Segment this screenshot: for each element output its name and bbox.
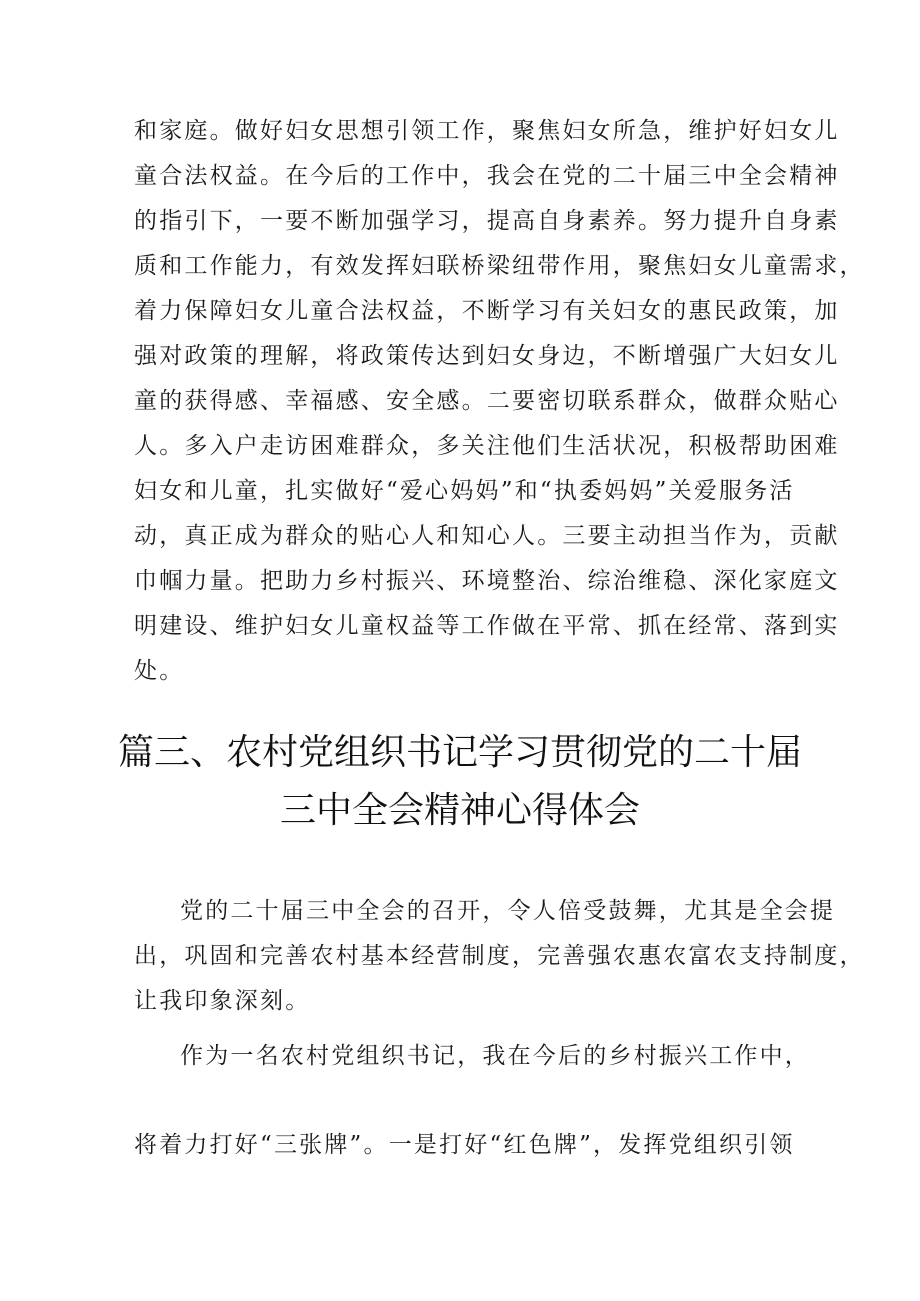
body-text-line: 妇女和儿童，扎实做好“爱心妈妈”和“执委妈妈”关爱服务活 — [134, 478, 795, 504]
body-text-line: 处。 — [134, 658, 185, 684]
body-text-line: 动，真正成为群众的贴心人和知心人。三要主动担当作为，贡献 — [134, 523, 840, 549]
body-text-line: 巾帼力量。把助力乡村振兴、环境整治、综治维稳、深化家庭文 — [134, 568, 840, 594]
body-text-line: 作为一名农村党组织书记，我在今后的乡村振兴工作中， — [180, 1043, 810, 1069]
section-heading-line: 三中全会精神心得体会 — [279, 790, 640, 831]
body-text-line: 童的获得感、幸福感、安全感。二要密切联系群众，做群众贴心 — [134, 388, 840, 414]
body-text-line: 着力保障妇女儿童合法权益，不断学习有关妇女的惠民政策，加 — [134, 298, 840, 324]
section-heading-line: 篇三、农村党组织书记学习贯彻党的二十届 — [117, 732, 802, 773]
body-text-line: 明建设、维护妇女儿童权益等工作做在平常、抓在经常、落到实 — [134, 613, 840, 639]
body-text-line: 童合法权益。在今后的工作中，我会在党的二十届三中全会精神 — [134, 163, 840, 189]
body-text-line: 强对政策的理解，将政策传达到妇女身边，不断增强广大妇女儿 — [134, 343, 840, 369]
body-text-line: 人。多入户走访困难群众，多关注他们生活状况，积极帮助困难 — [134, 433, 840, 459]
body-text-line: 让我印象深刻。 — [134, 988, 311, 1014]
body-text-line: 的指引下，一要不断加强学习，提高自身素养。努力提升自身素 — [134, 208, 840, 234]
body-text-line: 将着力打好“三张牌”。一是打好“红色牌”，发挥党组织引领 — [134, 1132, 795, 1158]
body-text-line: 质和工作能力，有效发挥妇联桥梁纽带作用，聚焦妇女儿童需求， — [134, 253, 865, 279]
body-text-line: 和家庭。做好妇女思想引领工作，聚焦妇女所急，维护好妇女儿 — [134, 118, 840, 144]
body-text-line: 出，巩固和完善农村基本经营制度，完善强农惠农富农支持制度， — [134, 943, 865, 969]
body-text-line: 党的二十届三中全会的召开，令人倍受鼓舞，尤其是全会提 — [180, 898, 836, 924]
